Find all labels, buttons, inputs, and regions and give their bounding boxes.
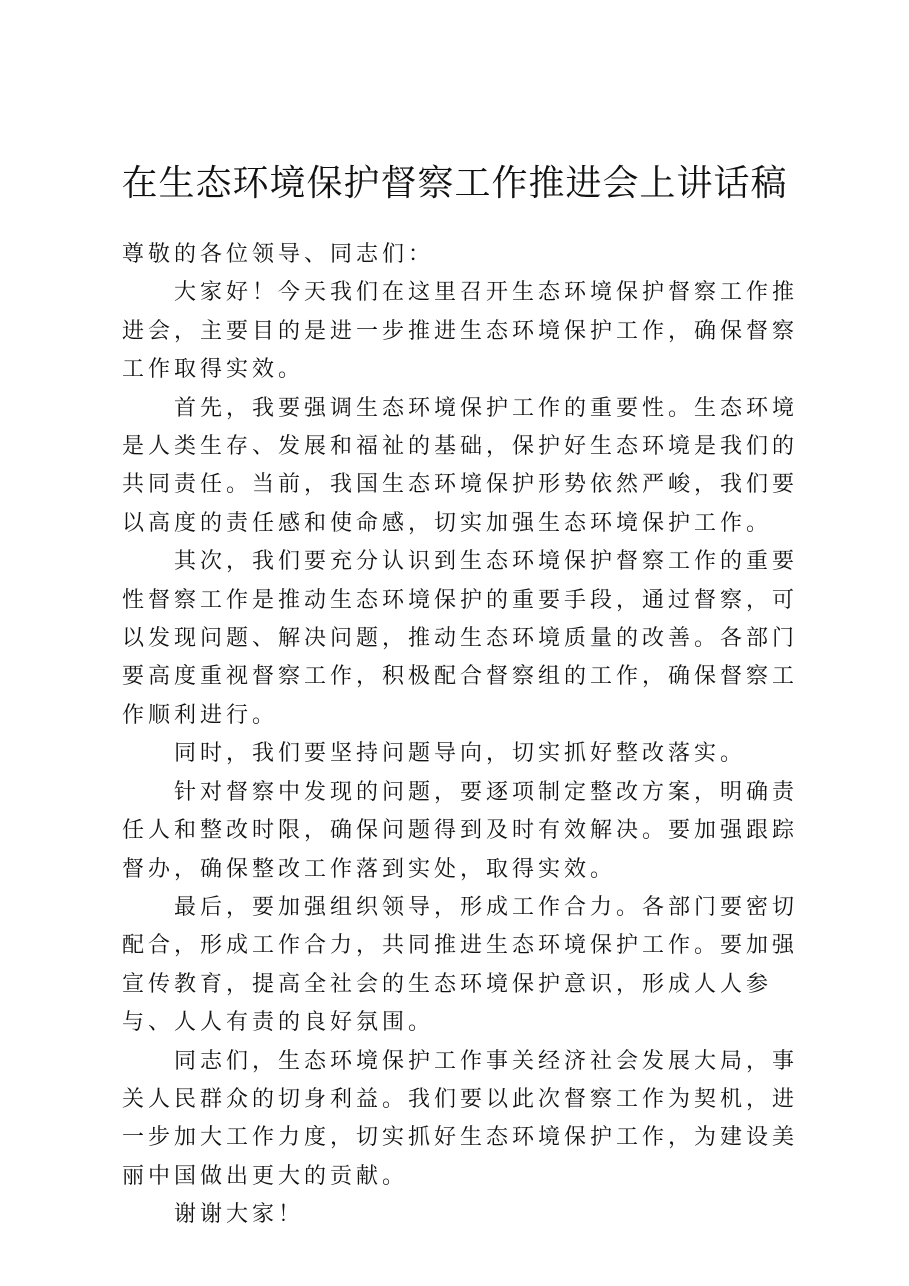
salutation: 尊敬的各位领导、同志们： [122, 242, 435, 267]
paragraph-leadership: 最后，要加强组织领导，形成工作合力。各部门要密切配合，形成工作合力，共同推进生态环境保护工作。要加强宣传教育，提高全社会的生态环境保护意识，形成人人参与、人人有责的良好氛围。 [122, 894, 799, 1036]
document-title: 在生态环境保护督察工作推进会上讲话稿 [121, 163, 788, 204]
paragraph-thanks: 谢谢大家！ [174, 1202, 305, 1228]
paragraph-rectification: 针对督察中发现的问题，要逐项制定整改方案，明确责任人和整改时限，确保问题得到及时有效解决。要加强跟踪督办，确保整改工作落到实处，取得实效。 [122, 779, 799, 882]
document-body [122, 236, 802, 1235]
paragraph-opening: 大家好！今天我们在这里召开生态环境保护督察工作推进会，主要目的是进一步推进生态环境保护工作，确保督察工作取得实效。 [122, 280, 799, 383]
paragraph-problem-orientation: 同时，我们要坚持问题导向，切实抓好整改落实。 [174, 741, 747, 767]
paragraph-importance: 首先，我要强调生态环境保护工作的重要性。生态环境是人类生存、发展和福祉的基础，保护好生态环境是我们的共同责任。当前，我国生态环境保护形势依然严峻，我们要以高度的责任感和使命感，切实加强生态环境保护工作。 [122, 395, 799, 536]
paragraph-inspection-importance: 其次，我们要充分认识到生态环境保护督察工作的重要性督察工作是推动生态环境保护的重要手段，通过督察，可以发现问题、解决问题，推动生态环境质量的改善。各部门要高度重视督察工作，积极配合督察组的工作，确保督察工作顺利进行。 [122, 549, 799, 728]
paragraph-conclusion: 同志们，生态环境保护工作事关经济社会发展大局，事关人民群众的切身利益。我们要以此次督察工作为契机，进一步加大工作力度，切实抓好生态环境保护工作，为建设美丽中国做出更大的贡献。 [122, 1048, 799, 1189]
